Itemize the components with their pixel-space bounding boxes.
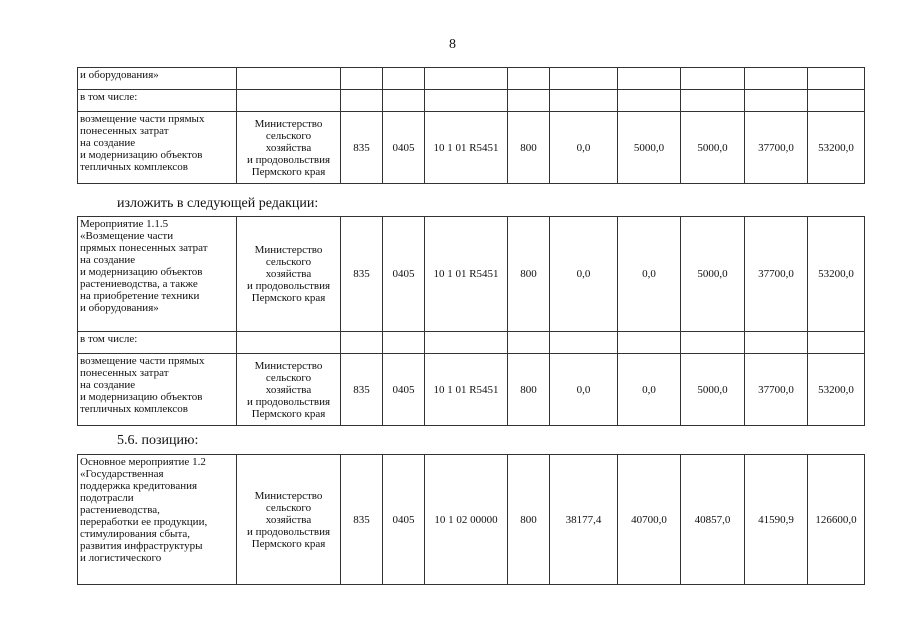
amount-cell: 0,0 — [550, 112, 618, 184]
amount-cell: 5000,0 — [681, 217, 745, 332]
table-row — [78, 354, 865, 426]
amount-cell: 37700,0 — [745, 112, 808, 184]
amount-cell: 37700,0 — [745, 217, 808, 332]
amount-cell: 0,0 — [550, 354, 618, 426]
amount-cell: 126600,0 — [808, 455, 865, 585]
section-code: 0405 — [383, 354, 425, 426]
amount-cell: 0,0 — [550, 217, 618, 332]
amount-cell: 53200,0 — [808, 112, 865, 184]
ministry-name: Министерство сельского хозяйства и продовольствия Пермского края — [237, 455, 341, 585]
measure-name: и оборудования» — [78, 68, 237, 90]
measure-name: возмещение части прямых понесенных затрат на создание и модернизацию объектов тепличных комплексов — [78, 112, 237, 184]
table-row — [78, 90, 865, 112]
target-article-code: 10 1 02 00000 — [425, 455, 508, 585]
page-number: 8 — [449, 37, 456, 52]
table-row — [78, 217, 865, 332]
amount-cell: 53200,0 — [808, 354, 865, 426]
expense-type-code: 800 — [508, 455, 550, 585]
table-row — [78, 68, 865, 90]
position-heading: 5.6. позицию: — [117, 433, 199, 448]
table-row — [78, 455, 865, 585]
table-row — [78, 332, 865, 354]
amount-cell: 40857,0 — [681, 455, 745, 585]
expense-type-code: 800 — [508, 354, 550, 426]
target-article-code: 10 1 01 R5451 — [425, 112, 508, 184]
grbs-code: 835 — [341, 112, 383, 184]
subsection-label: в том числе: — [78, 332, 237, 354]
expense-type-code: 800 — [508, 112, 550, 184]
amount-cell: 0,0 — [618, 354, 681, 426]
ministry-name: Министерство сельского хозяйства и продовольствия Пермского края — [237, 217, 341, 332]
grbs-code: 835 — [341, 455, 383, 585]
amount-cell: 5000,0 — [681, 112, 745, 184]
target-article-code: 10 1 01 R5451 — [425, 354, 508, 426]
amount-cell: 5000,0 — [618, 112, 681, 184]
section-code: 0405 — [383, 217, 425, 332]
amount-cell: 37700,0 — [745, 354, 808, 426]
grbs-code: 835 — [341, 217, 383, 332]
amount-cell: 40700,0 — [618, 455, 681, 585]
measure-name: Основное мероприятие 1.2 «Государственная поддержка кредитования подотрасли растениеводства, переработки ее продукции, стимулирования сбыта, развития инфраструктуры и логистического — [78, 455, 237, 585]
amount-cell: 5000,0 — [681, 354, 745, 426]
target-article-code: 10 1 01 R5451 — [425, 217, 508, 332]
amount-cell: 38177,4 — [550, 455, 618, 585]
subsection-label: в том числе: — [78, 90, 237, 112]
grbs-code: 835 — [341, 354, 383, 426]
program-table-position — [77, 454, 865, 585]
section-code: 0405 — [383, 112, 425, 184]
table-row — [78, 112, 865, 184]
program-table-new — [77, 216, 865, 426]
measure-name: возмещение части прямых понесенных затрат на создание и модернизацию объектов тепличных комплексов — [78, 354, 237, 426]
section-code: 0405 — [383, 455, 425, 585]
program-table-original — [77, 67, 865, 184]
ministry-name: Министерство сельского хозяйства и продовольствия Пермского края — [237, 112, 341, 184]
amount-cell: 41590,9 — [745, 455, 808, 585]
amount-cell: 53200,0 — [808, 217, 865, 332]
instruction-heading: изложить в следующей редакции: — [117, 196, 319, 211]
measure-name: Мероприятие 1.1.5 «Возмещение части прямых понесенных затрат на создание и модернизацию объектов растениеводства, а также на приобретение техники и оборудования» — [78, 217, 237, 332]
ministry-name: Министерство сельского хозяйства и продовольствия Пермского края — [237, 354, 341, 426]
expense-type-code: 800 — [508, 217, 550, 332]
amount-cell: 0,0 — [618, 217, 681, 332]
